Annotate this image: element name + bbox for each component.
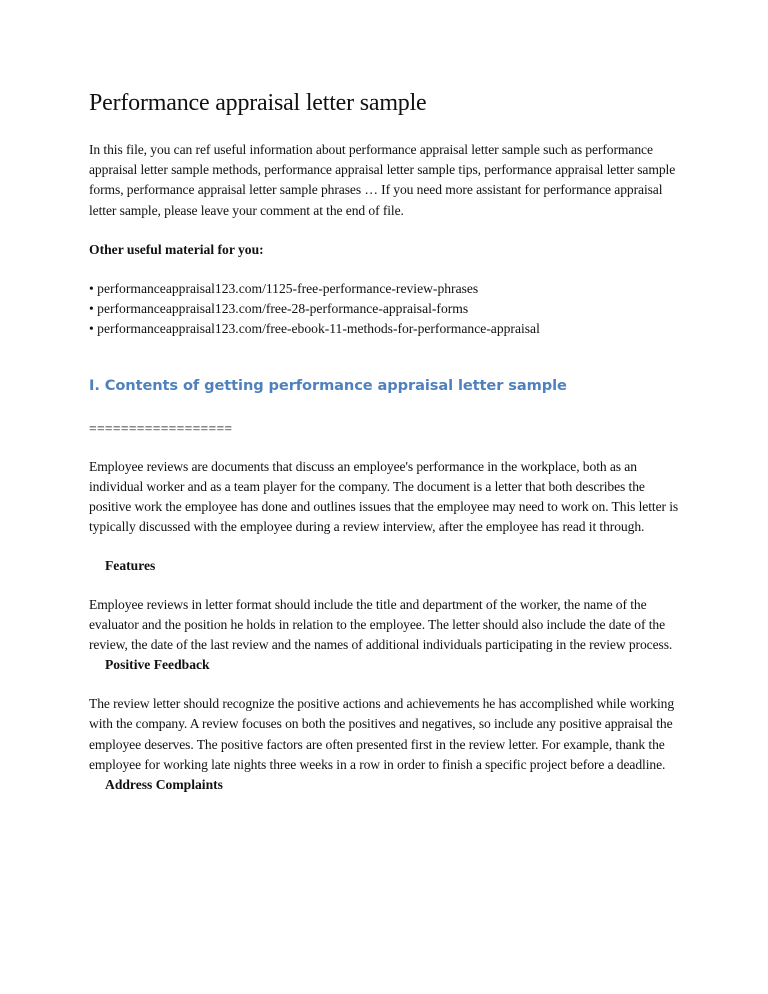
useful-link-1[interactable]: • performanceappraisal123.com/1125-free-performance-review-phrases — [89, 280, 479, 296]
useful-link-2[interactable]: • performanceappraisal123.com/free-28-performance-appraisal-forms — [89, 300, 469, 316]
document-title: Performance appraisal letter sample — [89, 90, 427, 116]
features-paragraph: Employee reviews in letter format should include the title and department of the worker, the name of the evaluator and the position he holds in relation to the employee. The letter should also include the date of the review, the date of the last review and the names of additional individuals participating in the review process. — [89, 596, 673, 653]
intro-paragraph: In this file, you can ref useful information about performance appraisal letter sample such as performance appraisal letter sample methods, performance appraisal letter sample tips, performance appraisal letter sample forms, performance appraisal letter sample phrases … If you need more assistant for performance appraisal letter sample, please leave your comment at the end of file. — [89, 142, 676, 218]
useful-link-item[interactable] — [89, 319, 689, 339]
useful-links-list — [89, 279, 689, 339]
document-page — [89, 88, 689, 795]
useful-material-heading: Other useful material for you: — [89, 241, 264, 257]
positive-feedback-paragraph: The review letter should recognize the positive actions and achievements he has accomplished while working with the company. A review focuses on both the positives and negatives, so include any positive appraisal the employee deserves. The positive factors are often presented first in the review letter. For example, thank the employee for working late nights three weeks in a row in order to finish a specific project before a deadline. — [89, 696, 675, 772]
positive-feedback-heading: Positive Feedback — [105, 657, 210, 673]
features-heading: Features — [105, 557, 156, 573]
useful-link-3[interactable]: • performanceappraisal123.com/free-ebook-11-methods-for-performance-appraisal — [89, 320, 540, 336]
section-divider: ================== — [89, 420, 233, 436]
section-intro-paragraph: Employee reviews are documents that discuss an employee's performance in the workplace, both as an individual worker and as a team player for the company. The document is a letter that both describes the positive work the employee has done and outlines issues that the employee may need to work on. This letter is typically discussed with the employee during a review interview, after the employee has read it through. — [89, 458, 679, 535]
useful-link-item[interactable] — [89, 299, 689, 319]
address-complaints-heading: Address Complaints — [105, 777, 223, 793]
useful-link-item[interactable] — [89, 279, 689, 299]
section-heading: I. Contents of getting performance appraisal letter sample — [89, 376, 567, 394]
